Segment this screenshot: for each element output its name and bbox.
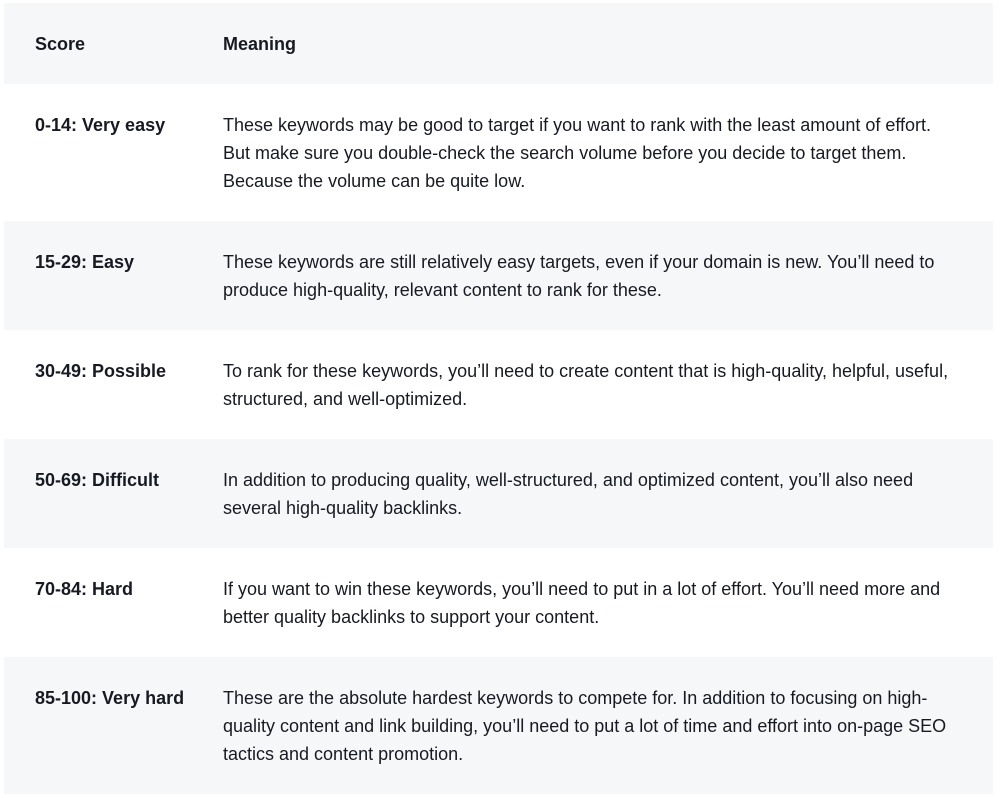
row-score: 30-49: Possible [35, 361, 167, 381]
keyword-difficulty-table [4, 3, 993, 794]
table-row [4, 439, 993, 548]
table-row [4, 657, 993, 794]
row-score: 70-84: Hard [35, 579, 134, 599]
row-score: 0-14: Very easy [35, 115, 166, 135]
table-header-row [4, 3, 993, 84]
table-row [4, 548, 993, 657]
row-score: 50-69: Difficult [35, 470, 160, 490]
table-row [4, 84, 993, 221]
row-meaning: If you want to win these keywords, you’ll need to put in a lot of effort. You’ll need more and better quality backlinks to support your content. [223, 579, 941, 627]
row-meaning: To rank for these keywords, you’ll need to create content that is high-quality, helpful, useful, structured, and well-optimized. [223, 361, 949, 409]
header-meaning: Meaning [223, 34, 297, 54]
row-score: 85-100: Very hard [35, 688, 185, 708]
table-row [4, 221, 993, 330]
row-meaning: These are the absolute hardest keywords to compete for. In addition to focusing on high-quality content and link building, you’ll need to put a lot of time and effort into on-page SEO tactics and content promotion. [223, 688, 947, 764]
row-meaning: These keywords may be good to target if you want to rank with the least amount of effort. But make sure you double-check the search volume before you decide to target them. Because the volume can be quite low. [223, 115, 932, 191]
row-score: 15-29: Easy [35, 252, 135, 272]
table-row [4, 330, 993, 439]
header-score: Score [35, 34, 86, 54]
row-meaning: These keywords are still relatively easy targets, even if your domain is new. You’ll need to produce high-quality, relevant content to rank for these. [223, 252, 935, 300]
row-meaning: In addition to producing quality, well-structured, and optimized content, you’ll also need several high-quality backlinks. [223, 470, 914, 518]
